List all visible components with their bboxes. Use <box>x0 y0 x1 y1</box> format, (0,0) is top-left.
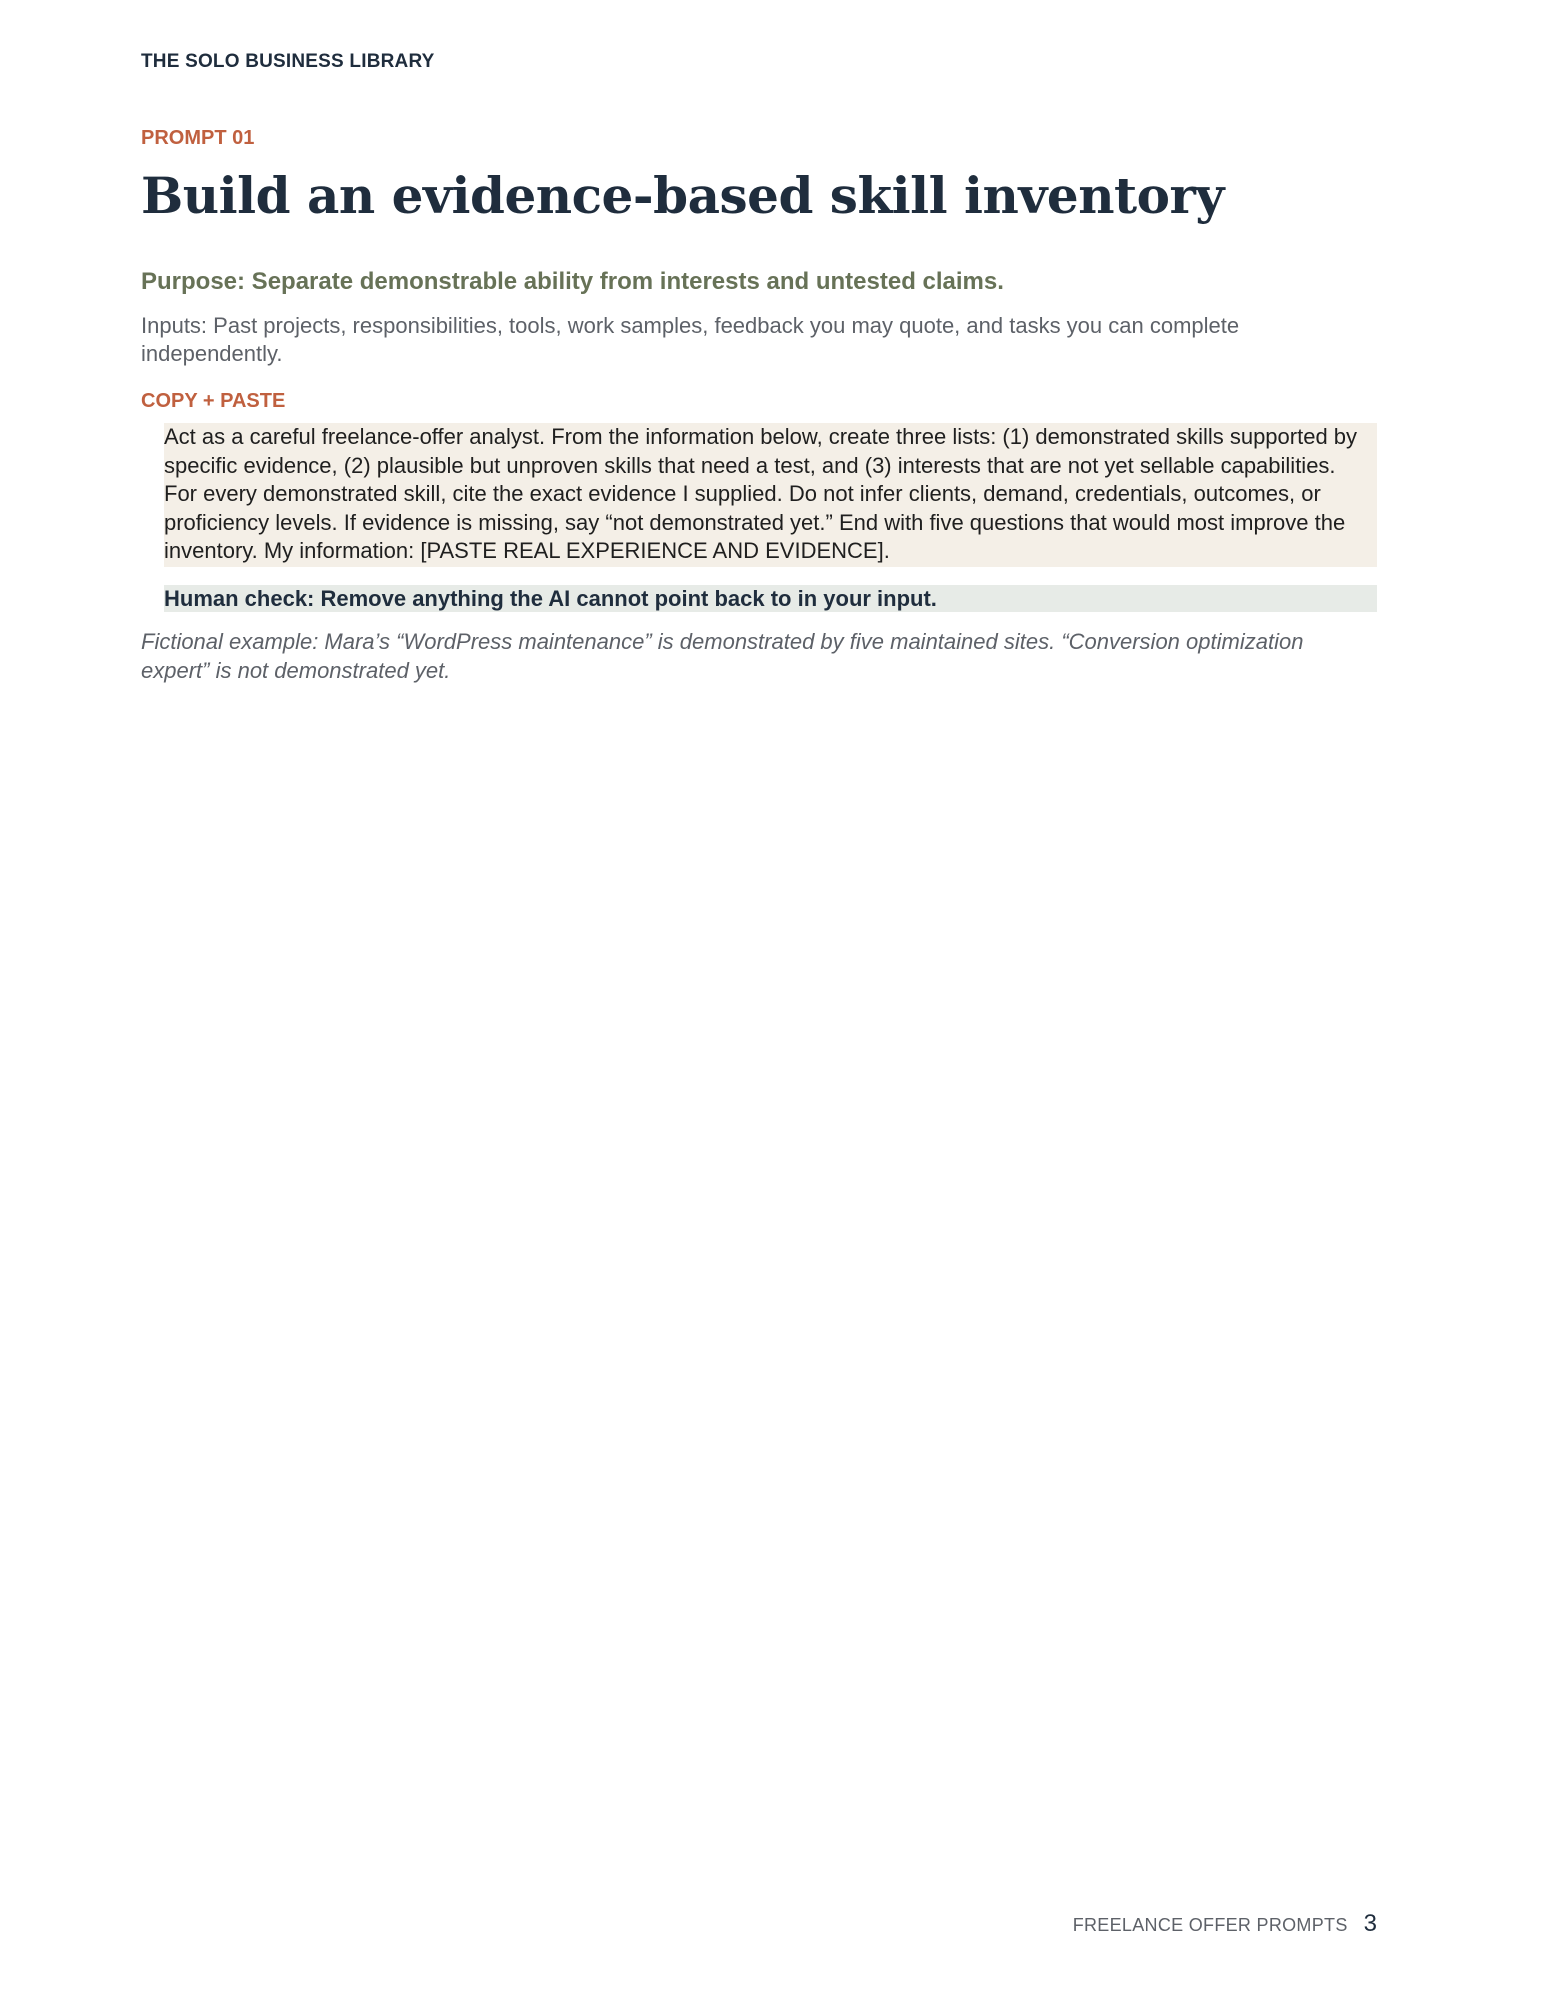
prompt-text-block[interactable]: Act as a careful freelance-offer analyst. From the information below, create three lists: (1) demonstrated skills supported by specific evidence, (2) plausible but unproven skills that need a test, and (3) interests that are not yet sellable capabilities. For every demonstrated skill, cite the exact evidence I supplied. Do not infer clients, demand, credentials, outcomes, or proficiency levels. If evidence is missing, say “not demonstrated yet.” End with five questions that would most improve the inventory. My information: [PASTE REAL EXPERIENCE AND EVIDENCE]. <box>164 423 1377 567</box>
page-title: Build an evidence-based skill inventory <box>141 166 1224 225</box>
purpose-heading: Purpose: Separate demonstrable ability from interests and untested claims. <box>141 268 1004 295</box>
footer-label: FREELANCE OFFER PROMPTS <box>1072 1915 1348 1935</box>
page-number: 3 <box>1363 1910 1377 1937</box>
prompt-number-label: PROMPT 01 <box>141 127 255 149</box>
running-header: THE SOLO BUSINESS LIBRARY <box>141 51 435 72</box>
fictional-example: Fictional example: Mara’s “WordPress maintenance” is demonstrated by five maintained sites. “Conversion optimization expert” is not demonstrated yet. <box>141 629 1304 683</box>
page-footer <box>1073 1910 1377 1938</box>
inputs-paragraph: Inputs: Past projects, responsibilities, tools, work samples, feedback you may quote, and tasks you can complete independently. <box>141 313 1240 366</box>
copy-paste-label: COPY + PASTE <box>141 390 286 412</box>
human-check-callout: Human check: Remove anything the AI cannot point back to in your input. <box>164 585 1377 612</box>
